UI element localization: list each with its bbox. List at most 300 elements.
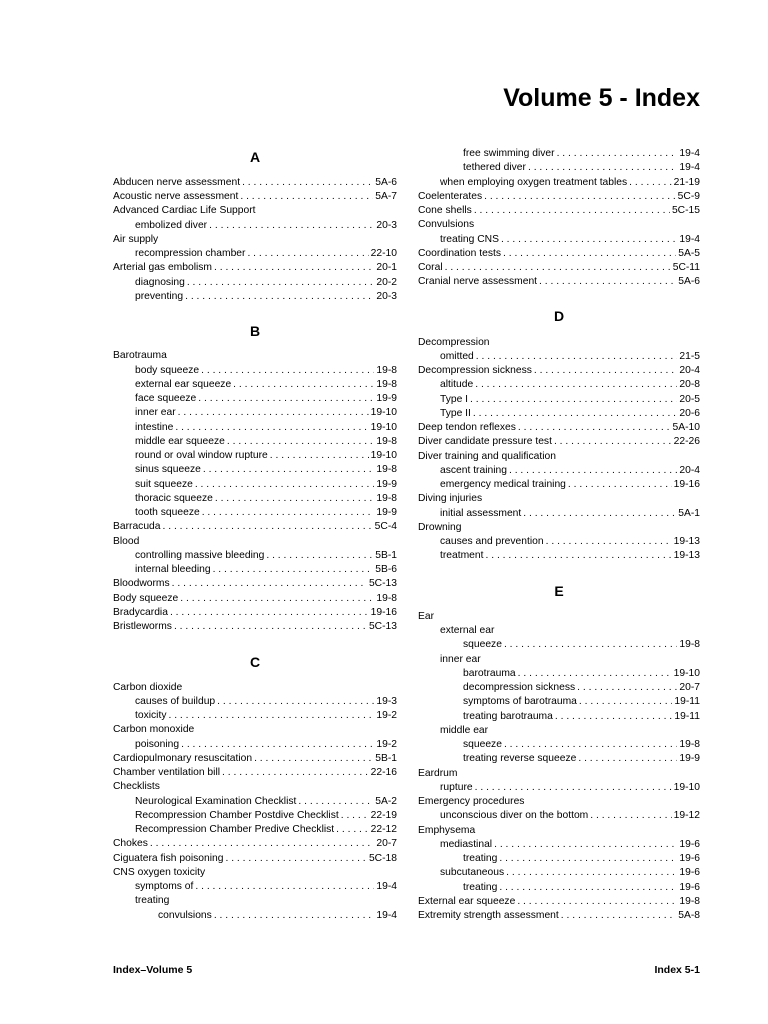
index-term: Chokes bbox=[113, 838, 148, 849]
page-reference: 5C-4 bbox=[374, 521, 397, 532]
index-term: recompression chamber bbox=[135, 248, 246, 259]
index-term: Diver training and qualification bbox=[418, 451, 556, 462]
index-term: Convulsions bbox=[418, 219, 475, 230]
page-title: Volume 5 - Index bbox=[503, 84, 700, 112]
dot-leader bbox=[185, 290, 374, 304]
index-entry bbox=[463, 881, 700, 895]
dot-leader bbox=[546, 535, 672, 549]
page-reference: 20-3 bbox=[376, 291, 397, 302]
dot-leader bbox=[518, 421, 671, 435]
page-reference: 19-13 bbox=[673, 536, 700, 547]
index-entry bbox=[113, 261, 397, 275]
index-term: middle ear bbox=[440, 725, 489, 736]
dot-leader bbox=[187, 276, 375, 290]
index-entry bbox=[440, 350, 700, 364]
dot-leader bbox=[523, 507, 676, 521]
index-entry bbox=[418, 795, 700, 809]
index-entry bbox=[440, 535, 700, 549]
page-reference: 19-8 bbox=[376, 365, 397, 376]
index-term: Chamber ventilation bill bbox=[113, 767, 221, 778]
index-entry bbox=[113, 723, 397, 737]
index-entry bbox=[418, 895, 700, 909]
dot-leader bbox=[504, 638, 677, 652]
index-term: treating bbox=[135, 895, 170, 906]
index-entry bbox=[113, 766, 397, 780]
index-entry bbox=[135, 894, 397, 908]
index-entry bbox=[418, 824, 700, 838]
index-entry bbox=[135, 709, 397, 723]
dot-leader bbox=[504, 738, 677, 752]
dot-leader bbox=[590, 809, 671, 823]
index-term: Arterial gas embolism bbox=[113, 262, 212, 273]
index-entry bbox=[135, 880, 397, 894]
index-term: unconscious diver on the bottom bbox=[440, 810, 589, 821]
page-reference: 19-9 bbox=[376, 507, 397, 518]
index-term: free swimming diver bbox=[463, 148, 555, 159]
page-reference: 19-8 bbox=[679, 896, 700, 907]
dot-leader bbox=[180, 592, 374, 606]
page-reference: 19-6 bbox=[679, 882, 700, 893]
dot-leader bbox=[470, 393, 677, 407]
page-reference: 19-6 bbox=[679, 839, 700, 850]
dot-leader bbox=[181, 738, 374, 752]
index-term: Blood bbox=[113, 536, 140, 547]
page-reference: 5A-10 bbox=[672, 422, 700, 433]
index-term: toxicity bbox=[135, 710, 167, 721]
index-entry bbox=[113, 592, 397, 606]
index-entry bbox=[418, 435, 700, 449]
index-entry bbox=[440, 176, 700, 190]
index-term: symptoms of bbox=[135, 881, 194, 892]
page-reference: 19-2 bbox=[376, 710, 397, 721]
page-reference: 19-13 bbox=[673, 550, 700, 561]
index-entry bbox=[135, 392, 397, 406]
page-reference: 19-4 bbox=[376, 910, 397, 921]
dot-leader bbox=[509, 464, 677, 478]
index-term: Decompression bbox=[418, 337, 490, 348]
index-entry bbox=[440, 393, 700, 407]
page-reference: 19-10 bbox=[370, 450, 397, 461]
index-term: treating barotrauma bbox=[463, 711, 553, 722]
index-term: Carbon monoxide bbox=[113, 724, 195, 735]
index-entry bbox=[440, 724, 700, 738]
dot-leader bbox=[270, 449, 369, 463]
dot-leader bbox=[227, 435, 375, 449]
page-reference: 5C-18 bbox=[368, 853, 397, 864]
dot-leader bbox=[202, 506, 375, 520]
index-entry bbox=[440, 809, 700, 823]
dot-leader bbox=[577, 681, 677, 695]
page-reference: 5A-5 bbox=[678, 248, 700, 259]
page-reference: 5C-13 bbox=[368, 578, 397, 589]
page-reference: 5A-6 bbox=[678, 276, 700, 287]
dot-leader bbox=[578, 752, 677, 766]
index-term: treating CNS bbox=[440, 234, 499, 245]
page-reference: 22-26 bbox=[673, 436, 700, 447]
dot-leader bbox=[494, 838, 677, 852]
index-term: mediastinal bbox=[440, 839, 493, 850]
page-reference: 5C-9 bbox=[677, 191, 700, 202]
dot-leader bbox=[501, 233, 677, 247]
index-term: Type II bbox=[440, 408, 471, 419]
index-term: thoracic squeeze bbox=[135, 493, 213, 504]
dot-leader bbox=[476, 350, 678, 364]
index-term: Emergency procedures bbox=[418, 796, 525, 807]
index-entry bbox=[135, 738, 397, 752]
index-term: symptoms of barotrauma bbox=[463, 696, 577, 707]
dot-leader bbox=[554, 435, 672, 449]
dot-leader bbox=[506, 866, 677, 880]
index-term: decompression sickness bbox=[463, 682, 576, 693]
index-entry bbox=[463, 147, 700, 161]
index-term: Ear bbox=[418, 611, 435, 622]
page-reference: 19-9 bbox=[376, 393, 397, 404]
index-entry bbox=[440, 866, 700, 880]
dot-leader bbox=[341, 809, 369, 823]
index-entry bbox=[135, 478, 397, 492]
index-entry bbox=[135, 549, 397, 563]
dot-leader bbox=[503, 247, 676, 261]
page-reference: 5A-8 bbox=[678, 910, 700, 921]
index-term: CNS oxygen toxicity bbox=[113, 867, 206, 878]
index-entry bbox=[135, 809, 397, 823]
page-reference: 19-8 bbox=[376, 436, 397, 447]
dot-leader bbox=[214, 909, 375, 923]
dot-leader bbox=[579, 695, 673, 709]
index-entry bbox=[113, 190, 397, 204]
page-reference: 5B-6 bbox=[375, 564, 397, 575]
index-term: causes of buildup bbox=[135, 696, 216, 707]
index-term: ascent training bbox=[440, 465, 507, 476]
index-letter-heading: E bbox=[554, 583, 564, 599]
index-entry bbox=[113, 233, 397, 247]
index-entry bbox=[113, 204, 397, 218]
index-entry bbox=[113, 780, 397, 794]
page-reference: 19-10 bbox=[370, 422, 397, 433]
page-reference: 19-11 bbox=[674, 711, 700, 722]
index-entry bbox=[440, 549, 700, 563]
dot-leader bbox=[175, 421, 368, 435]
index-letter-heading: B bbox=[249, 323, 261, 339]
index-entry bbox=[135, 290, 397, 304]
index-term: treating bbox=[463, 853, 498, 864]
page-reference: 5B-1 bbox=[375, 550, 397, 561]
index-entry bbox=[440, 838, 700, 852]
index-term: Emphysema bbox=[418, 825, 476, 836]
dot-leader bbox=[555, 710, 673, 724]
page-reference: 19-10 bbox=[370, 407, 397, 418]
index-entry bbox=[463, 681, 700, 695]
page-reference: 19-8 bbox=[679, 739, 700, 750]
page-reference: 19-11 bbox=[674, 696, 700, 707]
index-term: squeeze bbox=[463, 639, 502, 650]
index-term: inner ear bbox=[440, 654, 481, 665]
index-term: embolized diver bbox=[135, 220, 208, 231]
dot-leader bbox=[168, 709, 374, 723]
dot-leader bbox=[298, 795, 373, 809]
index-letter-heading: A bbox=[249, 149, 261, 165]
index-term: tooth squeeze bbox=[135, 507, 200, 518]
index-term: suit squeeze bbox=[135, 479, 193, 490]
page-reference: 19-16 bbox=[370, 607, 397, 618]
page-reference: 19-10 bbox=[673, 668, 700, 679]
index-entry bbox=[418, 336, 700, 350]
index-entry bbox=[135, 421, 397, 435]
page-reference: 19-6 bbox=[679, 867, 700, 878]
index-entry bbox=[113, 176, 397, 190]
index-term: Type I bbox=[440, 394, 469, 405]
index-term: Decompression sickness bbox=[418, 365, 532, 376]
index-term: Coral bbox=[418, 262, 443, 273]
dot-leader bbox=[214, 261, 374, 275]
index-term: convulsions bbox=[158, 910, 212, 921]
dot-leader bbox=[254, 752, 373, 766]
page-reference: 21-19 bbox=[673, 177, 700, 188]
index-entry bbox=[135, 506, 397, 520]
dot-leader bbox=[209, 219, 374, 233]
index-entry bbox=[418, 767, 700, 781]
index-term: Cranial nerve assessment bbox=[418, 276, 538, 287]
dot-leader bbox=[233, 378, 374, 392]
index-entry bbox=[418, 247, 700, 261]
index-entry bbox=[440, 464, 700, 478]
dot-leader bbox=[242, 176, 373, 190]
index-entry bbox=[135, 492, 397, 506]
page-reference: 20-8 bbox=[679, 379, 700, 390]
index-term: Diving injuries bbox=[418, 493, 483, 504]
page-reference: 19-4 bbox=[679, 148, 700, 159]
dot-leader bbox=[534, 364, 678, 378]
index-entry bbox=[440, 624, 700, 638]
index-term: Coordination tests bbox=[418, 248, 501, 259]
dot-leader bbox=[484, 190, 676, 204]
index-term: inner ear bbox=[135, 407, 176, 418]
index-entry bbox=[113, 577, 397, 591]
index-entry bbox=[440, 507, 700, 521]
index-entry bbox=[463, 667, 700, 681]
dot-leader bbox=[215, 492, 375, 506]
footer-left: Index–Volume 5 bbox=[113, 964, 193, 976]
page-reference: 5A-7 bbox=[375, 191, 397, 202]
index-term: rupture bbox=[440, 782, 473, 793]
index-entry bbox=[113, 752, 397, 766]
index-entry bbox=[135, 406, 397, 420]
dot-leader bbox=[201, 364, 374, 378]
index-term: round or oval window rupture bbox=[135, 450, 268, 461]
dot-leader bbox=[163, 520, 373, 534]
dot-leader bbox=[561, 909, 676, 923]
index-entry bbox=[135, 435, 397, 449]
index-term: Extremity strength assessment bbox=[418, 910, 559, 921]
index-term: Carbon dioxide bbox=[113, 682, 183, 693]
index-entry bbox=[418, 909, 700, 923]
dot-leader bbox=[174, 620, 367, 634]
page-reference: 20-7 bbox=[679, 682, 700, 693]
index-entry bbox=[135, 247, 397, 261]
index-term: Acoustic nerve assessment bbox=[113, 191, 239, 202]
index-term: middle ear squeeze bbox=[135, 436, 225, 447]
index-term: controlling massive bleeding bbox=[135, 550, 265, 561]
dot-leader bbox=[195, 880, 374, 894]
index-entry bbox=[113, 852, 397, 866]
index-term: diagnosing bbox=[135, 277, 185, 288]
index-term: initial assessment bbox=[440, 508, 522, 519]
index-entry bbox=[440, 653, 700, 667]
page-reference: 19-12 bbox=[673, 810, 700, 821]
page-reference: 19-3 bbox=[376, 696, 397, 707]
index-term: Recompression Chamber Postdive Checklist bbox=[135, 810, 339, 821]
dot-leader bbox=[203, 463, 375, 477]
dot-leader bbox=[475, 781, 672, 795]
footer-right: Index 5-1 bbox=[654, 964, 700, 976]
index-term: Barotrauma bbox=[113, 350, 167, 361]
dot-leader bbox=[528, 161, 677, 175]
dot-leader bbox=[222, 766, 369, 780]
page-reference: 20-4 bbox=[679, 365, 700, 376]
page-reference: 5C-11 bbox=[672, 262, 700, 273]
index-term: Deep tendon reflexes bbox=[418, 422, 516, 433]
page-reference: 19-8 bbox=[679, 639, 700, 650]
page-reference: 22-12 bbox=[370, 824, 397, 835]
index-term: Checklists bbox=[113, 781, 160, 792]
index-entry bbox=[418, 610, 700, 624]
index-term: Abducen nerve assessment bbox=[113, 177, 241, 188]
index-entry bbox=[135, 463, 397, 477]
index-term: barotrauma bbox=[463, 668, 516, 679]
index-entry bbox=[135, 795, 397, 809]
page-reference: 5B-1 bbox=[375, 753, 397, 764]
page-reference: 19-8 bbox=[376, 493, 397, 504]
dot-leader bbox=[557, 147, 678, 161]
index-letter-heading: D bbox=[553, 308, 565, 324]
page-reference: 19-8 bbox=[376, 464, 397, 475]
page-reference: 22-19 bbox=[370, 810, 397, 821]
index-term: emergency medical training bbox=[440, 479, 566, 490]
page-reference: 19-6 bbox=[679, 853, 700, 864]
index-entry bbox=[440, 478, 700, 492]
page-reference: 19-2 bbox=[376, 739, 397, 750]
index-term: Bradycardia bbox=[113, 607, 168, 618]
page-reference: 5A-1 bbox=[678, 508, 700, 519]
index-entry bbox=[135, 823, 397, 837]
index-term: External ear squeeze bbox=[418, 896, 516, 907]
index-term: when employing oxygen treatment tables bbox=[440, 177, 628, 188]
index-entry bbox=[418, 364, 700, 378]
page-reference: 19-8 bbox=[376, 593, 397, 604]
page-reference: 19-10 bbox=[673, 782, 700, 793]
page-reference: 20-1 bbox=[376, 262, 397, 273]
index-entry bbox=[463, 738, 700, 752]
index-term: Eardrum bbox=[418, 768, 458, 779]
dot-leader bbox=[473, 407, 677, 421]
index-term: treating reverse squeeze bbox=[463, 753, 577, 764]
index-entry bbox=[113, 535, 397, 549]
index-entry bbox=[135, 449, 397, 463]
index-term: Ciguatera fish poisoning bbox=[113, 853, 224, 864]
dot-leader bbox=[474, 204, 670, 218]
dot-leader bbox=[517, 895, 677, 909]
page-reference: 20-3 bbox=[376, 220, 397, 231]
dot-leader bbox=[170, 606, 369, 620]
index-term: body squeeze bbox=[135, 365, 200, 376]
dot-leader bbox=[539, 275, 676, 289]
index-term: treating bbox=[463, 882, 498, 893]
page-reference: 20-4 bbox=[679, 465, 700, 476]
page-reference: 19-4 bbox=[679, 234, 700, 245]
page-reference: 22-16 bbox=[370, 767, 397, 778]
dot-leader bbox=[475, 378, 677, 392]
page-reference: 19-9 bbox=[679, 753, 700, 764]
index-term: Recompression Chamber Predive Checklist bbox=[135, 824, 335, 835]
index-entry bbox=[135, 695, 397, 709]
page-reference: 5C-15 bbox=[671, 205, 700, 216]
index-entry bbox=[418, 521, 700, 535]
index-entry bbox=[158, 909, 397, 923]
index-entry bbox=[135, 364, 397, 378]
index-entry bbox=[418, 261, 700, 275]
index-entry bbox=[440, 233, 700, 247]
dot-leader bbox=[178, 406, 369, 420]
dot-leader bbox=[499, 852, 677, 866]
index-term: treatment bbox=[440, 550, 484, 561]
page-reference: 22-10 bbox=[370, 248, 397, 259]
index-term: Advanced Cardiac Life Support bbox=[113, 205, 256, 216]
index-entry bbox=[463, 752, 700, 766]
dot-leader bbox=[336, 823, 369, 837]
dot-leader bbox=[247, 247, 368, 261]
page-reference: 21-5 bbox=[679, 351, 700, 362]
index-term: Neurological Examination Checklist bbox=[135, 796, 297, 807]
index-term: Drowning bbox=[418, 522, 462, 533]
index-entry bbox=[113, 349, 397, 363]
index-term: Bloodworms bbox=[113, 578, 170, 589]
index-term: external ear squeeze bbox=[135, 379, 232, 390]
index-term: omitted bbox=[440, 351, 474, 362]
index-entry bbox=[463, 161, 700, 175]
index-term: intestine bbox=[135, 422, 174, 433]
index-entry bbox=[418, 492, 700, 506]
page-reference: 19-4 bbox=[679, 162, 700, 173]
page-reference: 20-5 bbox=[679, 394, 700, 405]
dot-leader bbox=[518, 667, 672, 681]
index-entry bbox=[418, 204, 700, 218]
dot-leader bbox=[198, 392, 374, 406]
index-entry bbox=[440, 781, 700, 795]
index-term: poisoning bbox=[135, 739, 180, 750]
dot-leader bbox=[629, 176, 671, 190]
index-term: sinus squeeze bbox=[135, 464, 201, 475]
dot-leader bbox=[172, 577, 367, 591]
index-entry bbox=[418, 190, 700, 204]
index-entry bbox=[463, 852, 700, 866]
dot-leader bbox=[240, 190, 373, 204]
index-entry bbox=[463, 638, 700, 652]
dot-leader bbox=[486, 549, 672, 563]
index-entry bbox=[135, 276, 397, 290]
index-term: Air supply bbox=[113, 234, 159, 245]
index-term: tethered diver bbox=[463, 162, 526, 173]
page-reference: 20-2 bbox=[376, 277, 397, 288]
page-reference: 5A-6 bbox=[375, 177, 397, 188]
page-reference: 20-7 bbox=[376, 838, 397, 849]
index-term: face squeeze bbox=[135, 393, 197, 404]
index-entry bbox=[113, 681, 397, 695]
dot-leader bbox=[217, 695, 374, 709]
index-entry bbox=[463, 710, 700, 724]
index-entry bbox=[418, 421, 700, 435]
index-entry bbox=[113, 866, 397, 880]
index-term: Bristleworms bbox=[113, 621, 172, 632]
